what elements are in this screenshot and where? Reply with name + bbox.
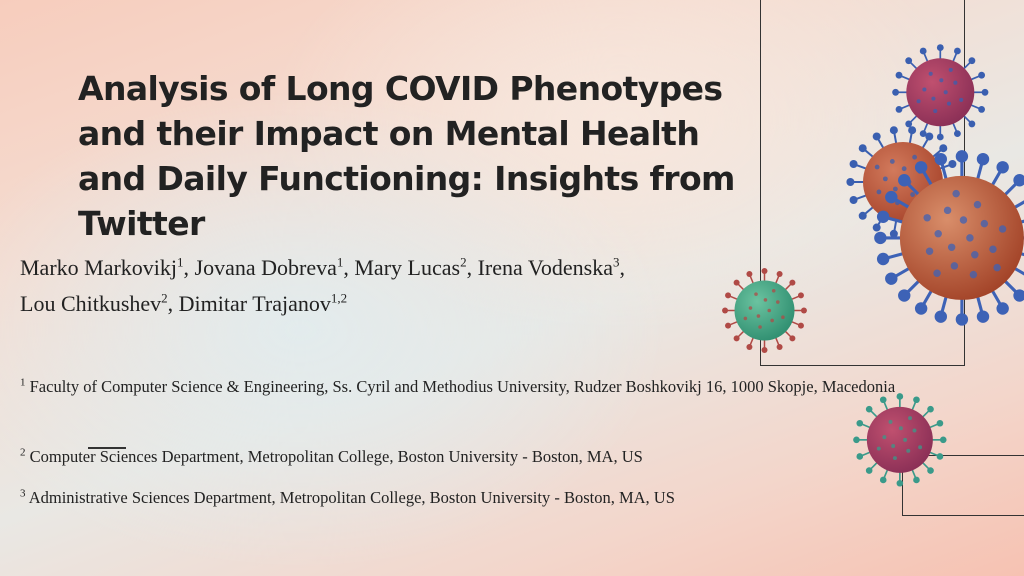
virus-icon xyxy=(872,148,1024,328)
virus-icon xyxy=(852,392,948,488)
affiliation-text: Computer Sciences Department, Metropolitan College, Boston University - Boston, MA, US xyxy=(29,447,643,466)
author-separator: , xyxy=(343,255,355,280)
author-line-2 xyxy=(20,286,840,322)
frame-line-lower-bottom xyxy=(902,515,1024,516)
author-list xyxy=(20,250,840,322)
affiliation-2 xyxy=(20,446,960,468)
affiliation-3 xyxy=(20,487,960,509)
affiliation-number: 3 xyxy=(20,487,26,500)
author-affiliation-mark: 1 xyxy=(177,254,184,270)
author-separator: , xyxy=(466,255,478,280)
author-name: Dimitar Trajanov xyxy=(178,291,331,316)
affiliation-text: Faculty of Computer Science & Engineering, Ss. Cyril and Methodius University, Rudzer Boshkovikj 16, 1000 Skopje, Macedonia xyxy=(29,377,896,396)
author-affiliation-mark: 1 xyxy=(336,254,344,270)
slide-title: Analysis of Long COVID Phenotypes and their Impact on Mental Health and Daily Functioning: Insights from Twitter xyxy=(78,69,735,243)
author-name: Jovana Dobreva xyxy=(194,255,337,280)
author-affiliation-mark: 2 xyxy=(161,290,168,306)
author-separator: , xyxy=(183,255,195,280)
author-affiliation-mark: 3 xyxy=(613,254,620,270)
author-affiliation-mark: 1,2 xyxy=(330,290,348,306)
author-line-1 xyxy=(20,250,840,286)
author-name: Marko Markovikj xyxy=(20,255,178,280)
author-affiliation-mark: 2 xyxy=(460,254,467,270)
frame-line-bottom xyxy=(760,365,965,366)
author-separator: , xyxy=(167,291,179,316)
affiliation-number: 2 xyxy=(20,446,26,459)
affiliation-1 xyxy=(20,376,960,398)
author-name: Mary Lucas xyxy=(354,255,461,280)
author-name: Lou Chitkushev xyxy=(20,291,162,316)
affiliation-text: Administrative Sciences Department, Metropolitan College, Boston University - Boston, MA, US xyxy=(28,488,675,507)
author-separator: , xyxy=(619,255,625,280)
affiliation-number: 1 xyxy=(20,376,26,389)
author-name: Irena Vodenska xyxy=(477,255,613,280)
